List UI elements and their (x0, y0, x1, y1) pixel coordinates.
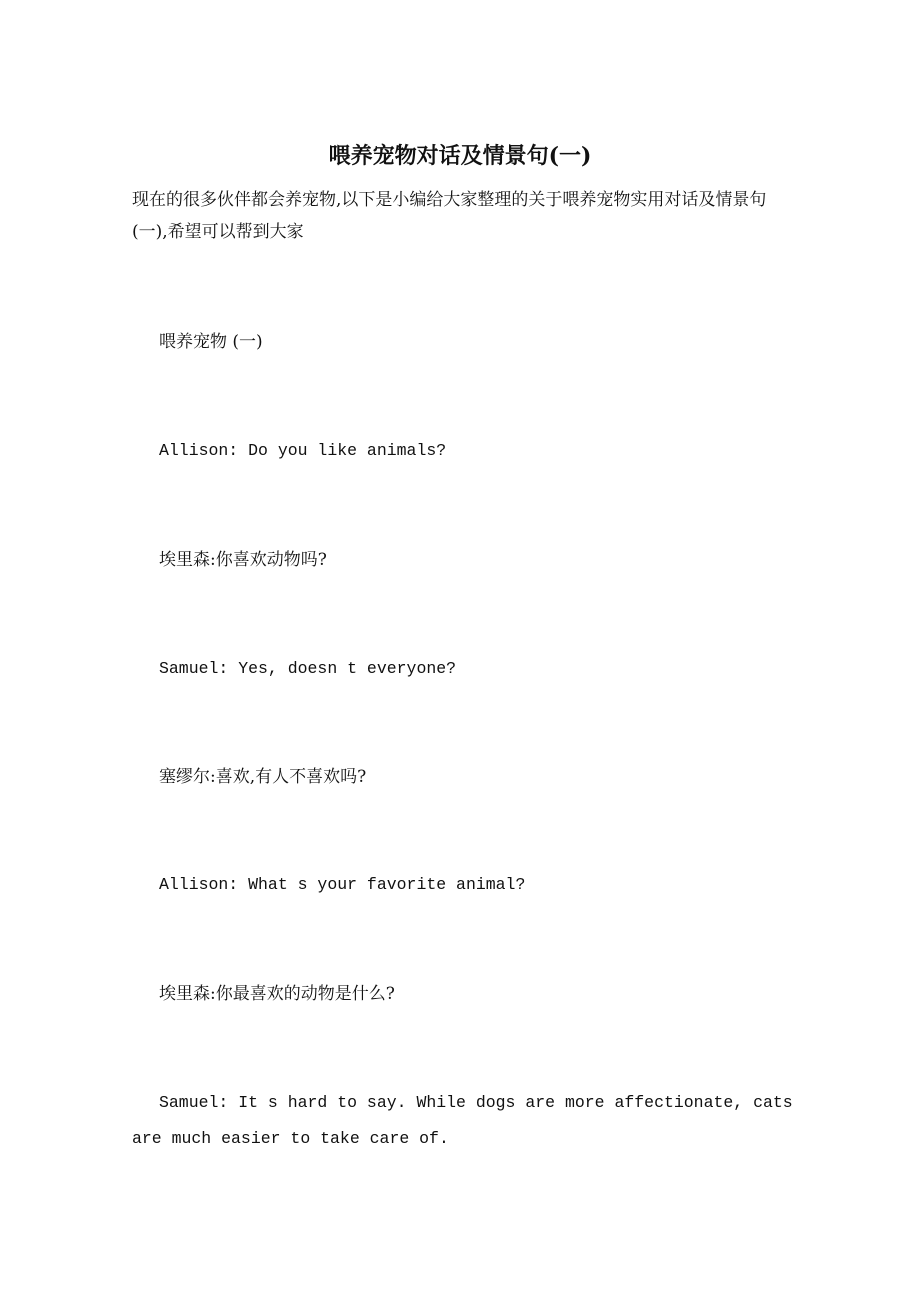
intro-paragraph: 现在的很多伙伴都会养宠物,以下是小编给大家整理的关于喂养宠物实用对话及情景句(一),希望可以帮到大家 (132, 190, 767, 242)
dialogue-line-allison-2-translation: 埃里森:你最喜欢的动物是什么? (159, 984, 395, 1004)
dialogue-line-samuel-1-translation: 塞缪尔:喜欢,有人不喜欢吗? (159, 767, 367, 787)
dialogue-line-samuel-1: Samuel: Yes, doesn t everyone? (159, 659, 457, 678)
dialogue-line-samuel-2: Samuel: It s hard to say. While dogs are more affectionate, cats are much easier to take care of. (132, 1093, 803, 1148)
dialogue-line-allison-1-translation: 埃里森:你喜欢动物吗? (159, 550, 327, 570)
section-heading: 喂养宠物 (一) (159, 332, 263, 352)
document-title: 喂养宠物对话及情景句(一) (328, 143, 592, 169)
dialogue-line-allison-1: Allison: Do you like animals? (159, 441, 447, 460)
dialogue-line-allison-2: Allison: What s your favorite animal? (159, 875, 526, 894)
